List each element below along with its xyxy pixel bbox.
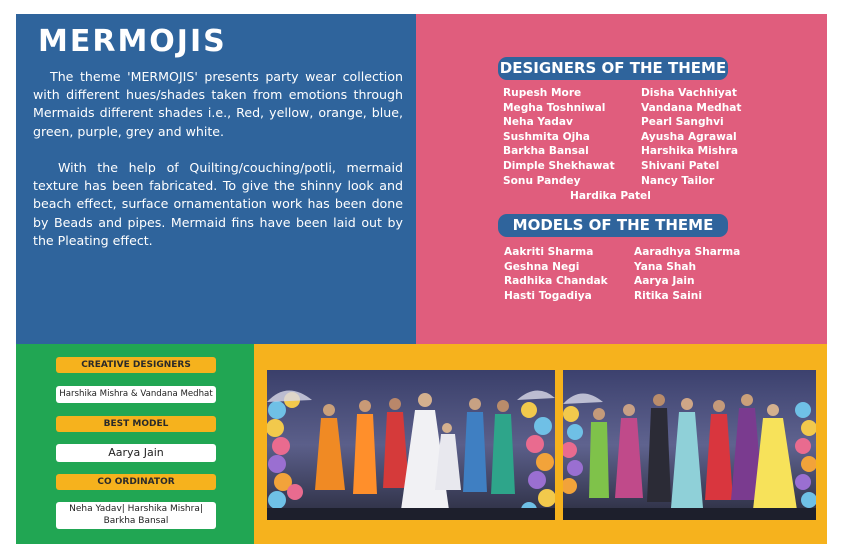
models-list-left	[504, 245, 608, 303]
designer-name: Neha Yadav	[503, 116, 573, 129]
model-name: Aarya Jain	[634, 275, 695, 288]
model-name: Hasti Togadiya	[504, 289, 592, 302]
designer-name: Megha Toshniwal	[503, 101, 606, 114]
team-panel	[416, 14, 827, 344]
model-name: Radhika Chandak	[504, 275, 608, 288]
best-model-label: BEST MODEL	[56, 416, 216, 432]
theme-description-panel	[16, 14, 416, 344]
designer-name: Sonu Pandey	[503, 174, 581, 187]
coordinator-label: CO ORDINATOR	[56, 474, 216, 490]
theme-title: MERMOJIS	[38, 24, 227, 59]
model-name: Yana Shah	[634, 260, 697, 273]
model-name: Aakriti Sharma	[504, 246, 594, 258]
models-heading: MODELS OF THE THEME	[498, 214, 728, 237]
designer-name: Rupesh More	[503, 87, 582, 99]
coordinator-value	[56, 502, 216, 529]
intro-paragraph-1: The theme 'MERMOJIS' presents party wear collection with different hues/shades taken from emotions through Mermaids different shades i.e., Red, yellow, orange, blue, green, purple, grey and white.	[33, 69, 403, 139]
designer-name: Pearl Sanghvi	[641, 116, 724, 129]
runway-photo-1-image	[267, 370, 555, 520]
model-name: Ritika Saini	[634, 289, 702, 302]
designer-name: Sushmita Ojha	[503, 130, 590, 143]
runway-photo-2-image	[563, 370, 816, 520]
models-list-right	[634, 245, 740, 303]
designer-name: Barkha Bansal	[503, 145, 589, 158]
designer-name: Dimple Shekhawat	[503, 159, 615, 172]
designers-heading: DESIGNERS OF THE THEME	[498, 57, 728, 80]
best-model-value: Aarya Jain	[56, 444, 216, 462]
credits-panel	[16, 344, 254, 544]
creative-designers-label: CREATIVE DESIGNERS	[56, 357, 216, 373]
model-name: Aaradhya Sharma	[634, 246, 741, 258]
runway-photo-1	[267, 370, 555, 520]
designer-name: Disha Vachhiyat	[641, 87, 737, 99]
designer-name: Harshika Mishra	[641, 145, 738, 158]
coordinator-line-2: Barkha Bansal	[103, 516, 169, 526]
photos-panel	[254, 344, 827, 544]
intro-paragraph-2: With the help of Quilting/couching/potli, mermaid texture has been fabricated. To give the shinny look and beach effect, surface ornamentation work has been done by Beads and pipes. Mermaid fins have been laid out by the Pleating effect.	[33, 160, 403, 248]
model-name: Geshna Negi	[504, 260, 580, 273]
creative-designers-value: Harshika Mishra & Vandana Medhat	[56, 386, 216, 403]
designers-list-left	[503, 86, 615, 188]
designer-name: Ayusha Agrawal	[641, 130, 737, 143]
designer-name: Vandana Medhat	[641, 101, 742, 114]
designer-name: Shivani Patel	[641, 159, 720, 172]
designer-name: Nancy Tailor	[641, 174, 715, 187]
coordinator-line-1: Neha Yadav| Harshika Mishra|	[69, 504, 203, 514]
designers-list-right	[641, 86, 742, 188]
designer-name-centered: Hardika Patel	[570, 190, 651, 202]
runway-photo-2	[563, 370, 816, 520]
